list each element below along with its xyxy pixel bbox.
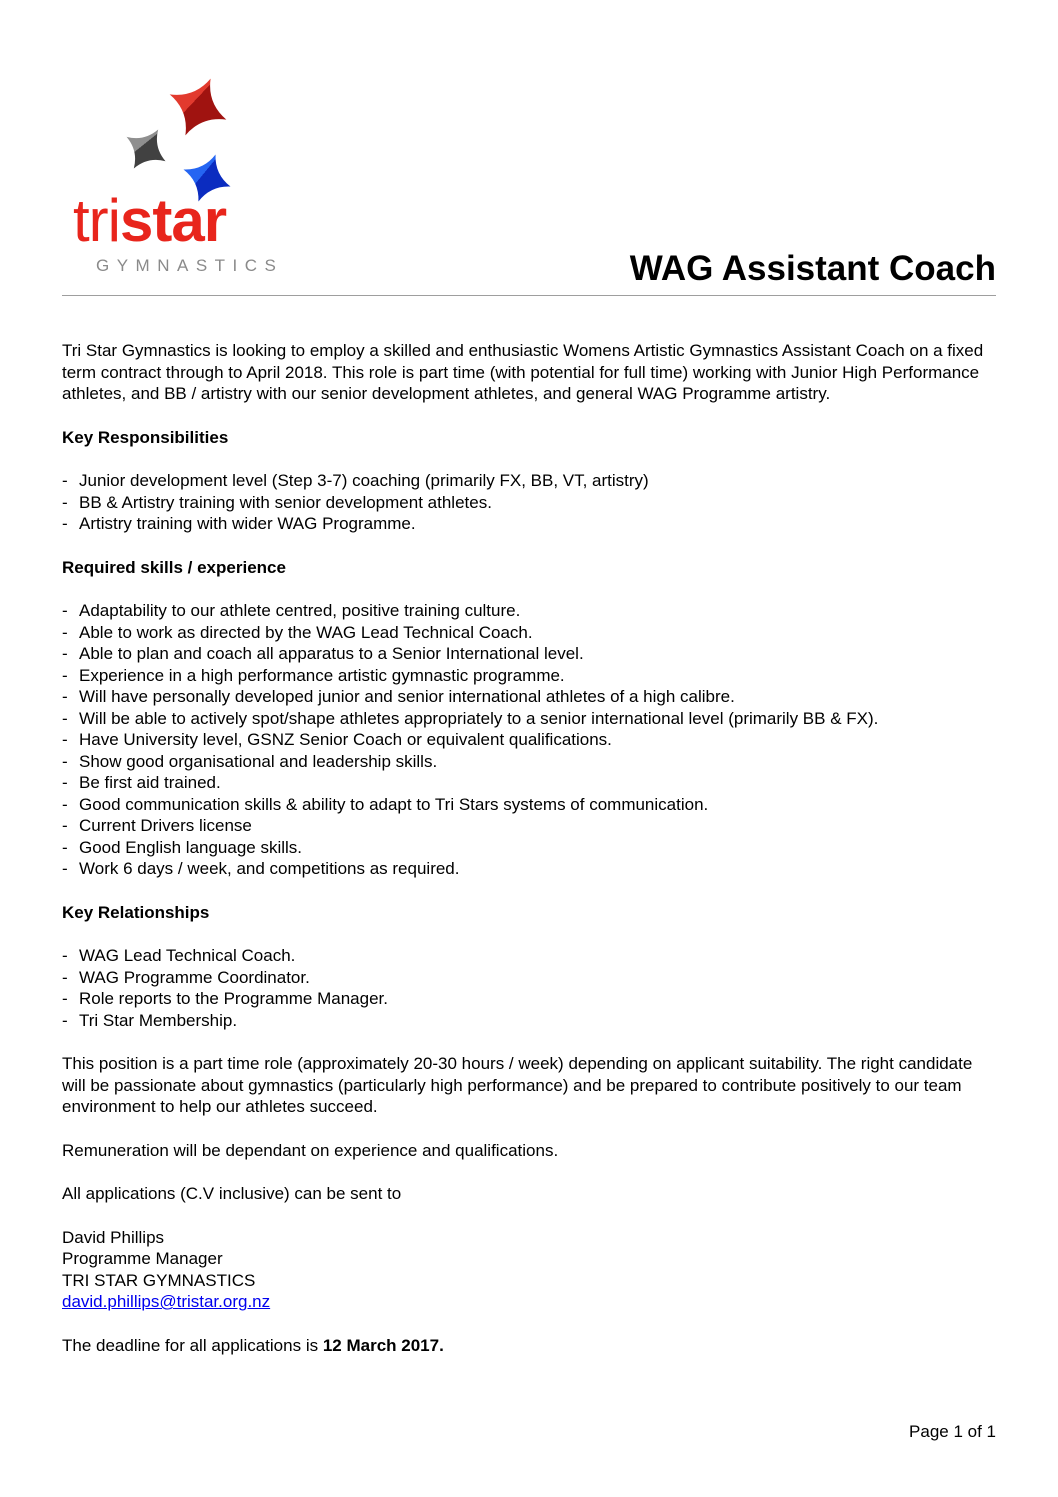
bullet-item <box>62 686 996 708</box>
bullet-item <box>62 837 996 859</box>
contact-email-link[interactable]: david.phillips@tristar.org.nz <box>62 1292 271 1311</box>
bullet-dash: - <box>62 859 68 878</box>
bullet-text: Current Drivers license <box>79 816 252 835</box>
bullet-dash: - <box>62 471 68 490</box>
bullet-dash: - <box>62 708 68 728</box>
bullet-item <box>62 600 996 622</box>
bullet-item <box>62 708 996 730</box>
closing-paragraph: This position is a part time role (approximately 20-30 hours / week) depending on applicant suitability. The right candidate will be passionate about gymnastics (particularly high performance) and be prepared to contribute positively to our team environment to help our athletes succeed. <box>62 1054 973 1116</box>
bullet-text: Good communication skills & ability to adapt to Tri Stars systems of communication. <box>79 794 709 814</box>
bullet-dash: - <box>62 492 68 512</box>
intro-paragraph: Tri Star Gymnastics is looking to employ a skilled and enthusiastic Womens Artistic Gymnastics Assistant Coach on a fixed term contract through to April 2018. This role is part time (with potential for full time) working with Junior High Performance athletes, and BB / artistry with our senior development athletes, and general WAG Programme artistry. <box>62 341 984 403</box>
bullet-dash: - <box>62 687 68 706</box>
section <box>62 557 996 880</box>
bullet-dash: - <box>62 665 68 685</box>
bullet-dash: - <box>62 730 68 749</box>
doc-header <box>0 0 1058 295</box>
bullet-text: Work 6 days / week, and competitions as required. <box>79 859 460 878</box>
bullet-dash: - <box>62 989 68 1008</box>
bullet-dash: - <box>62 794 68 814</box>
bullet-item <box>62 815 996 837</box>
bullet-item <box>62 967 996 989</box>
bullet-dash: - <box>62 644 68 663</box>
bullet-dash: - <box>62 816 68 835</box>
contact-block <box>62 1227 996 1313</box>
deadline-prefix: The deadline for all applications is <box>62 1335 323 1355</box>
bullet-list <box>62 945 996 1031</box>
document-body <box>0 296 1058 1356</box>
bullet-text: Junior development level (Step 3-7) coaching (primarily FX, BB, VT, artistry) <box>79 471 649 490</box>
logo-wordmark-star: star <box>119 187 227 254</box>
contact-role: Programme Manager <box>62 1249 223 1268</box>
bullet-dash: - <box>62 946 68 965</box>
bullet-text: Tri Star Membership. <box>79 1010 238 1030</box>
bullet-text: Experience in a high performance artistic gymnastic programme. <box>79 665 565 685</box>
bullet-text: Adaptability to our athlete centred, positive training culture. <box>79 601 521 620</box>
bullet-text: Be first aid trained. <box>79 773 221 792</box>
section-heading: Key Relationships <box>62 902 210 922</box>
bullet-item <box>62 470 996 492</box>
bullet-item <box>62 492 996 514</box>
bullet-dash: - <box>62 622 68 642</box>
section <box>62 427 996 535</box>
page-number: Page 1 of 1 <box>909 1422 996 1441</box>
bullet-item <box>62 622 996 644</box>
bullet-item <box>62 665 996 687</box>
sections-container <box>62 427 996 1032</box>
bullet-item <box>62 1010 996 1032</box>
bullet-text: Will be able to actively spot/shape athletes appropriately to a senior international level (primarily BB & FX). <box>79 708 879 728</box>
closing-paragraph: Remuneration will be dependant on experience and qualifications. <box>62 1140 559 1160</box>
bullet-item <box>62 945 996 967</box>
bullet-dash: - <box>62 514 68 533</box>
bullet-text: Role reports to the Programme Manager. <box>79 989 388 1008</box>
bullet-dash: - <box>62 837 68 857</box>
bullet-item <box>62 643 996 665</box>
bullet-dash: - <box>62 1010 68 1030</box>
bullet-dash: - <box>62 751 68 771</box>
bullet-item <box>62 772 996 794</box>
logo-subtitle: GYMNASTICS <box>96 256 284 275</box>
bullet-dash: - <box>62 773 68 792</box>
bullet-text: Will have personally developed junior and senior international athletes of a high calibre. <box>79 687 735 706</box>
bullet-text: Show good organisational and leadership skills. <box>79 751 438 771</box>
bullet-list <box>62 470 996 535</box>
deadline-date: 12 March 2017. <box>322 1335 444 1355</box>
closing-paragraphs <box>62 1053 996 1205</box>
section <box>62 902 996 1032</box>
bullet-dash: - <box>62 601 68 620</box>
bullet-dash: - <box>62 967 68 987</box>
bullet-text: Able to plan and coach all apparatus to a Senior International level. <box>79 644 584 663</box>
page-title: WAG Assistant Coach <box>629 249 996 288</box>
logo-wordmark <box>73 187 227 254</box>
bullet-item <box>62 729 996 751</box>
deadline-line <box>62 1335 996 1357</box>
closing-paragraph: All applications (C.V inclusive) can be sent to <box>62 1184 402 1203</box>
bullet-text: Able to work as directed by the WAG Lead Technical Coach. <box>79 622 533 642</box>
bullet-text: BB & Artistry training with senior development athletes. <box>79 492 492 512</box>
bullet-item <box>62 513 996 535</box>
bullet-text: WAG Programme Coordinator. <box>79 967 310 987</box>
logo-wordmark-tri: tri <box>73 187 120 254</box>
bullet-item <box>62 751 996 773</box>
bullet-item <box>62 988 996 1010</box>
bullet-item <box>62 858 996 880</box>
bullet-text: WAG Lead Technical Coach. <box>79 946 296 965</box>
bullet-text: Have University level, GSNZ Senior Coach or equivalent qualifications. <box>79 730 612 749</box>
section-heading: Key Responsibilities <box>62 427 229 447</box>
bullet-list <box>62 600 996 880</box>
contact-org: TRI STAR GYMNASTICS <box>62 1270 256 1290</box>
bullet-text: Good English language skills. <box>79 837 303 857</box>
contact-name: David Phillips <box>62 1227 165 1247</box>
section-heading: Required skills / experience <box>62 557 286 577</box>
bullet-item <box>62 794 996 816</box>
bullet-text: Artistry training with wider WAG Programme. <box>79 514 416 533</box>
